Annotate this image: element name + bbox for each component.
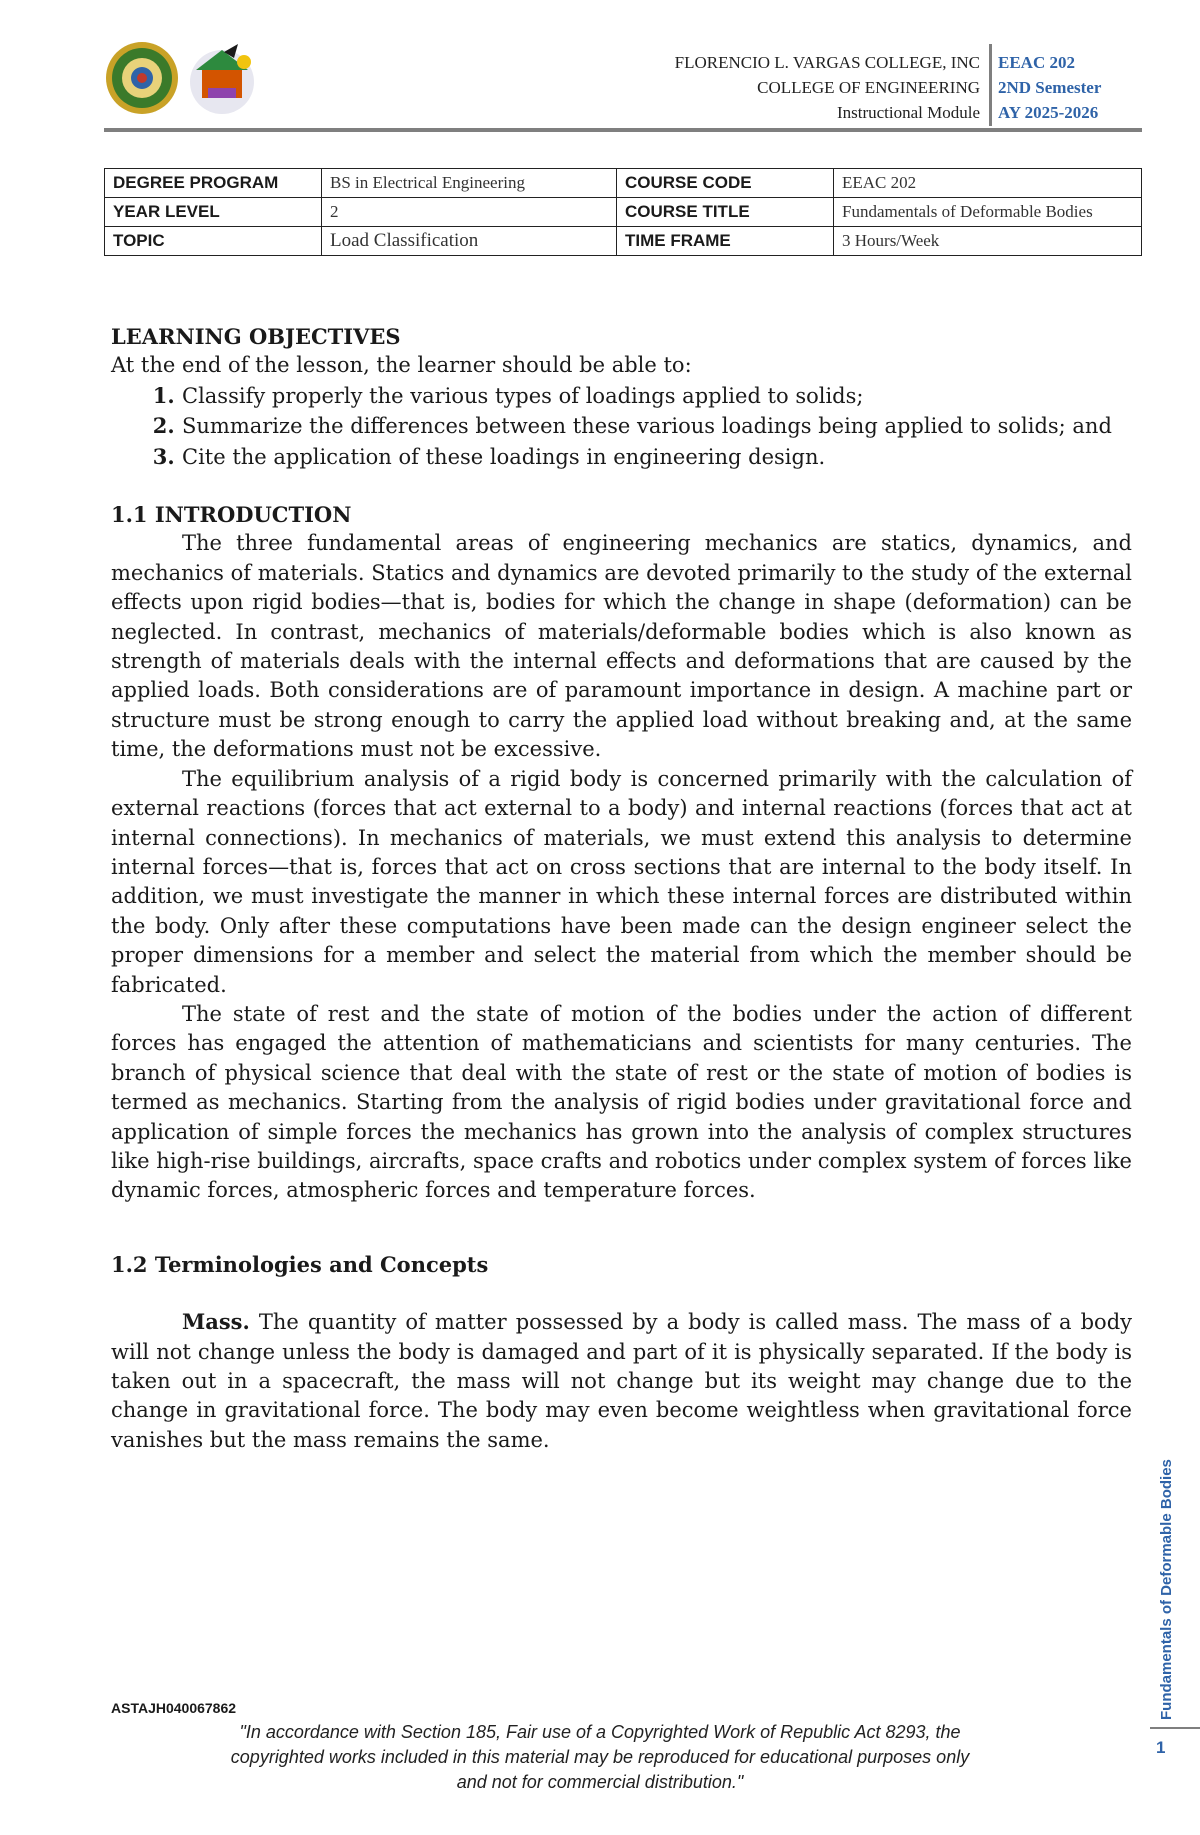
course-code-value: EEAC 202 <box>834 169 1142 198</box>
school-name: FLORENCIO L. VARGAS COLLEGE, INC <box>674 53 980 72</box>
header-course-code: EEAC 202 <box>998 53 1075 72</box>
course-info-table <box>104 168 1142 256</box>
introduction-paragraph: The equilibrium analysis of a rigid body is concerned primarily with the calculation of external reactions (forces that act external to a body) and internal reactions (forces that act at internal connections). In mechanics of materials, we must extend this analysis to determine internal forces—that is, forces that act on cross sections that are internal to the body itself. In addition, we must investigate the manner in which these internal forces are distributed within the body. Only after these computations have been made can the design engineer select the proper dimensions for a member and select the material from which the member should be fabricated. <box>111 766 1132 997</box>
module-content <box>111 322 1132 1455</box>
college-seal-icon <box>106 42 178 114</box>
objectives-list <box>111 381 1132 472</box>
course-title-value: Fundamentals of Deformable Bodies <box>834 198 1142 227</box>
header-academic-year: AY 2025-2026 <box>998 103 1099 122</box>
header-institution <box>540 50 980 125</box>
objectives-intro: At the end of the lesson, the learner should be able to: <box>111 353 692 378</box>
college-logos <box>104 40 304 120</box>
header-course-info <box>998 50 1101 125</box>
side-course-title: Fundamentals of Deformable Bodies <box>1158 1459 1175 1720</box>
list-item: 1. Classify properly the various types of loadings applied to solids; <box>182 381 1132 411</box>
mass-term: Mass. <box>182 1309 250 1335</box>
college-name: COLLEGE OF ENGINEERING <box>757 78 980 97</box>
module-type: Instructional Module <box>836 103 980 122</box>
introduction-paragraph: The state of rest and the state of motion of the bodies under the action of different forces has engaged the attention of mathematicians and scientists for many centuries. The branch of physical science that deal with the state of rest or the state of motion of bodies is termed as mechanics. Starting from the analysis of rigid bodies under gravitational force and application of simple forces the mechanics has grown into the analysis of complex structures like high-rise buildings, aircrafts, space crafts and robotics under complex system of forces like dynamic forces, atmospheric forces and temperature forces. <box>111 1001 1132 1203</box>
topic-value: Load Classification <box>322 227 617 256</box>
course-title-label: COURSE TITLE <box>617 198 834 227</box>
header-rule <box>104 128 1142 132</box>
objectives-heading: LEARNING OBJECTIVES <box>111 324 401 349</box>
terminologies-heading: 1.2 Terminologies and Concepts <box>111 1251 489 1277</box>
introduction-heading: 1.1 INTRODUCTION <box>111 502 352 528</box>
time-frame-value: 3 Hours/Week <box>834 227 1142 256</box>
course-code-label: COURSE CODE <box>617 169 834 198</box>
introduction-paragraph: The three fundamental areas of engineering mechanics are statics, dynamics, and mechanics of materials. Statics and dynamics are devoted primarily to the study of the external effects upon rigid bodies—that is, bodies for which the change in shape (deformation) can be neglected. In contrast, mechanics of materials/deformable bodies which is also known as strength of materials deals with the internal effects and deformations that are caused by the applied loads. Both considerations are of paramount importance in design. A machine part or structure must be strong enough to carry the applied load without breaking and, at the same time, the deformations must not be excessive. <box>111 531 1132 762</box>
topic-label: TOPIC <box>105 227 322 256</box>
header-semester: 2ND Semester <box>998 78 1102 97</box>
document-id: ASTAJH040067862 <box>111 1700 237 1716</box>
fair-use-notice: "In accordance with Section 185, Fair use of a Copyrighted Work of Republic Act 8293, the copyrighted works included in this material may be reproduced for educational purposes only and not for commercial distribution." <box>230 1722 970 1792</box>
header-divider <box>989 44 992 126</box>
table-row <box>105 227 1142 256</box>
year-level-label: YEAR LEVEL <box>105 198 322 227</box>
side-rule <box>1150 1727 1200 1729</box>
page-number: 1 <box>1156 1738 1166 1757</box>
year-level-value: 2 <box>322 198 617 227</box>
list-item: 3. Cite the application of these loadings in engineering design. <box>182 442 1132 472</box>
mass-paragraph <box>111 1307 1132 1455</box>
time-frame-label: TIME FRAME <box>617 227 834 256</box>
engineering-logo-icon <box>190 44 254 114</box>
list-item: 2. Summarize the differences between these various loadings being applied to solids; and <box>182 411 1132 441</box>
table-row <box>105 169 1142 198</box>
mass-definition: The quantity of matter possessed by a body is called mass. The mass of a body will not change unless the body is damaged and part of it is physically separated. If the body is taken out in a spacecraft, the mass will not change but its weight may change due to the change in gravitational force. The body may even become weightless when gravitational force vanishes but the mass remains the same. <box>111 1310 1132 1452</box>
table-row <box>105 198 1142 227</box>
degree-program-label: DEGREE PROGRAM <box>105 169 322 198</box>
degree-program-value: BS in Electrical Engineering <box>322 169 617 198</box>
